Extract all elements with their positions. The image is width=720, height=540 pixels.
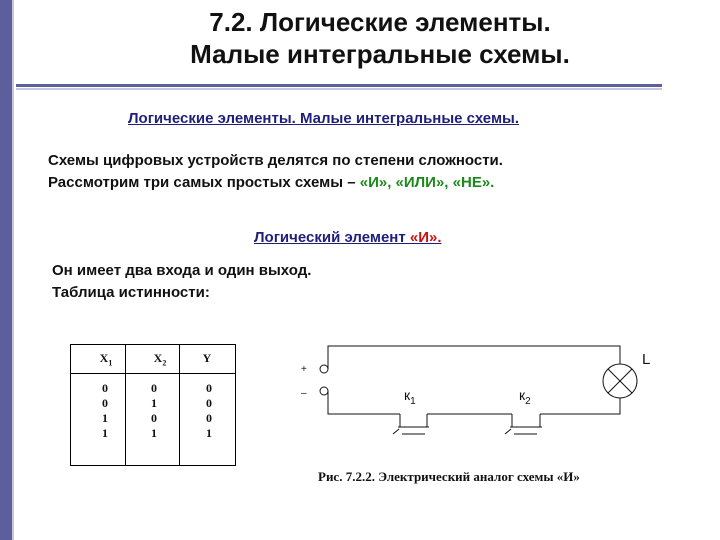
truth-table-column-y [199,381,219,441]
truth-table-header-y [179,351,235,366]
truth-table-cell: 0 [102,396,108,410]
truth-table-cell: 1 [151,396,157,410]
truth-table [70,344,236,466]
truth-table-cell: 1 [102,411,108,425]
slide-title [40,6,720,70]
truth-table-cell: 0 [151,381,157,395]
lamp-icon [603,364,637,398]
title-line-1: 7.2. Логические элементы. [209,7,551,37]
title-line-2: Малые интегральные схемы. [190,39,570,69]
switch-k1-label-base: к [404,387,411,403]
switch-k2-label-sub: 2 [525,396,531,407]
switch-k1-label [404,387,416,407]
header-x2-base: X [153,351,163,365]
plus-terminal-label: + [301,364,307,375]
title-underline [16,84,662,87]
truth-table-cell: 1 [206,426,212,440]
bottom-wire-right [540,398,620,414]
description-line-2: Таблица истинности: [52,284,210,301]
and-heading-highlight: «И». [409,229,442,246]
truth-table-cell: 0 [151,411,157,425]
left-accent-bar [0,0,12,540]
bottom-wire-left [328,391,400,414]
truth-table-column-x2 [144,381,164,441]
switch-k1-label-sub: 1 [410,396,416,407]
and-gate-description [52,260,311,304]
header-x1-sub: 1 [108,358,113,368]
intro-line-2-prefix: Рассмотрим три самых простых схемы – [48,174,360,191]
truth-table-cell: 0 [206,381,212,395]
title-underline-shadow [16,88,662,90]
switch-k2-label [519,387,531,407]
switch-k2-label-base: к [519,387,526,403]
truth-table-cell: 1 [102,426,108,440]
switch-k2 [505,414,542,434]
section-subtitle: Логические элементы. Малые интегральные схемы. [128,110,520,127]
figure-caption: Рис. 7.2.2. Электрический аналог схемы «И» [318,469,580,484]
truth-table-cell: 0 [102,381,108,395]
truth-table-column-x1 [95,381,115,441]
gate-names-highlight: «И», «ИЛИ», «НЕ». [359,174,495,191]
and-heading-prefix: Логический элемент [254,229,410,246]
header-x1-base: X [99,351,109,365]
minus-terminal [320,387,328,395]
truth-table-cell: 1 [151,426,157,440]
and-circuit-diagram [290,338,690,448]
intro-line-1: Схемы цифровых устройств делятся по степени сложности. [48,152,503,169]
truth-table-cell: 0 [206,396,212,410]
truth-table-cell: 0 [206,411,212,425]
intro-text [48,150,503,194]
switch-k1 [393,414,429,434]
left-accent-stripe [12,0,14,540]
lamp-label: L [642,351,651,368]
minus-terminal-label: – [301,388,307,399]
and-gate-heading [254,229,442,246]
header-y-base: Y [202,351,212,365]
top-wire [328,346,620,369]
description-line-1: Он имеет два входа и один выход. [52,262,312,279]
plus-terminal [320,365,328,373]
header-x2-sub: 2 [162,358,167,368]
intro-line-2 [48,172,503,194]
